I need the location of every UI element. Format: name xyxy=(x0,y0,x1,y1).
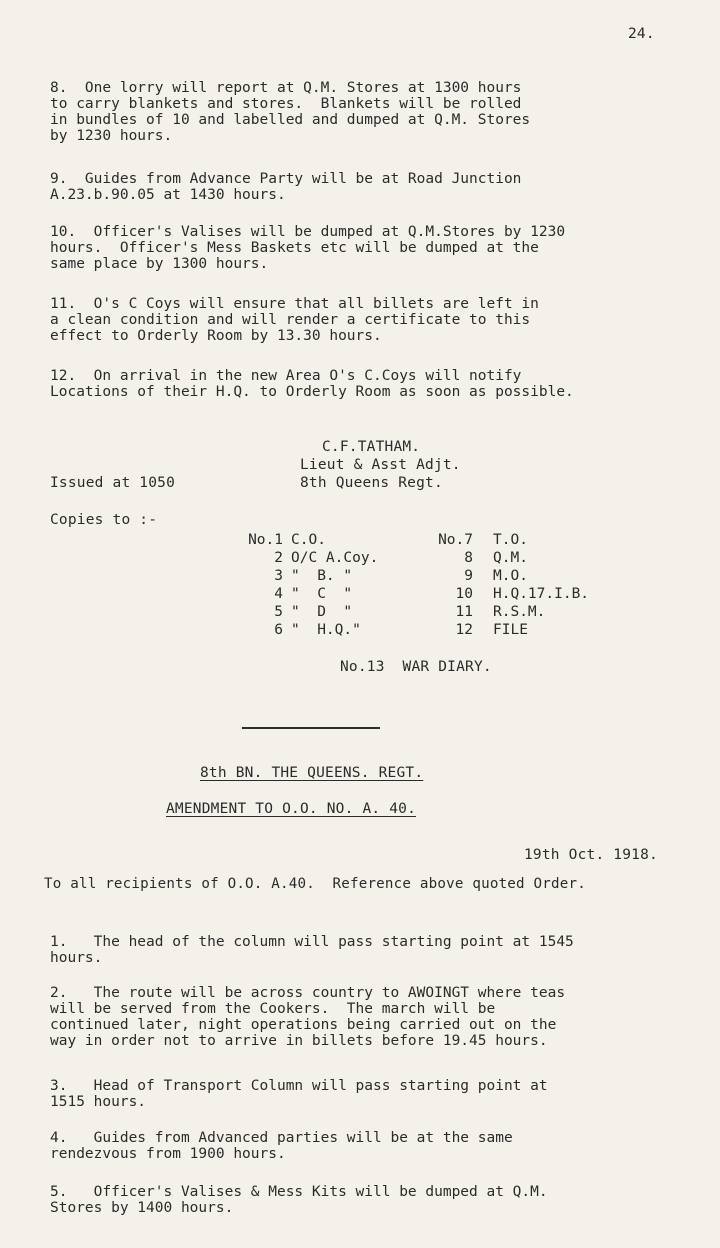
copy-13-war-diary: No.13 WAR DIARY. xyxy=(340,659,492,675)
unit-heading: 8th BN. THE QUEENS. REGT. xyxy=(200,765,424,781)
paragraph-12: 12. On arrival in the new Area O's C.Coys will notify Locations of their H.Q. to Orderly Room as soon as possible. xyxy=(50,368,574,400)
amendment-intro: To all recipients of O.O. A.40. Reference above quoted Order. xyxy=(44,876,586,892)
amendment-title: AMENDMENT TO O.O. NO. A. 40. xyxy=(166,801,417,817)
signature-rank: Lieut & Asst Adjt. xyxy=(300,457,461,473)
paragraph-8: 8. One lorry will report at Q.M. Stores at 1300 hours to carry blankets and stores. Blankets will be rolled in bundles of 10 and labelled and dumped at Q.M. Stores by 1230 hours. xyxy=(50,80,531,144)
signature-name: C.F.TATHAM. xyxy=(322,439,421,455)
amendment-paragraph-3: 3. Head of Transport Column will pass starting point at 1515 hours. xyxy=(50,1078,548,1110)
paragraph-10: 10. Officer's Valises will be dumped at Q.M.Stores by 1230 hours. Officer's Mess Baskets etc will be dumped at the same place by 1300 hours. xyxy=(50,224,566,272)
amendment-paragraph-2: 2. The route will be across country to AWOINGT where teas will be served from the Cookers. The march will be continued later, night operations being carried out on the way in order not to arrive in billets before 19.45 hours. xyxy=(50,985,566,1049)
document-page: 24. 8. One lorry will report at Q.M. Stores at 1300 hours to carry blankets and stores. Blankets will be rolled in bundles of 10 and labelled and dumped at Q.M. Stores by 1230 hours. 9. Guides from Advance Party will be at Road Junction A.23.b.90.05 at 1430 hours. 10. Officer's Valises will be dumped at Q.M.Stores by 1230 hours. Officer's Mess Baskets etc will be dumped at the same place by 1300 hours. 11. O's C Coys will ensure that all billets are left in a clean condition and will render a certificate to this effect to Orderly Room by 13.30 hours. 12. On arrival in the new Area O's C.Coys will notify Locations of their H.Q. to Orderly Room as soon as possible. C.F.TATHAM. Lieut & Asst Adjt. Issued at 1050 8th Queens Regt. Copies to :- No.1 C.O. No.7 T.O. 2 O/C A.Coy. 8 Q.M. 3 " B. " 9 M.O. 4 " C " 10 H.Q.17.I.B. 5 " D " 11 R.S.M. 6 " H.Q." 12 FILE No.13 WAR DIARY. 8th BN. THE QUEENS. REGT. AMENDMENT TO O.O. NO. A. 40. 19th Oct. 1918. To all recipients of O.O. A.40. Reference above quoted Order. 1. The head of the column will pass starting point at 1545 hours. 2. The route will be across country to AWOINGT where teas will be served from the Cookers. The march will be continued later, night operations being carried out on the way in order not to arrive in billets before 19.45 hours. 3. Head of Transport Column will pass starting point at 1515 hours. 4. Guides from Advanced parties will be at the same rendezvous from 1900 hours. 5. Officer's Valises & Mess Kits will be dumped at Q.M. Stores by 1400 hours. xyxy=(0,0,720,1248)
paragraph-9: 9. Guides from Advance Party will be at Road Junction A.23.b.90.05 at 1430 hours. xyxy=(50,171,522,203)
amendment-paragraph-5: 5. Officer's Valises & Mess Kits will be dumped at Q.M. Stores by 1400 hours. xyxy=(50,1184,548,1216)
signature-unit: 8th Queens Regt. xyxy=(300,475,443,491)
copies-to-label: Copies to :- xyxy=(50,512,158,528)
paragraph-11: 11. O's C Coys will ensure that all billets are left in a clean condition and will render a certificate to this effect to Orderly Room by 13.30 hours. xyxy=(50,296,539,344)
page-number: 24. xyxy=(628,26,655,42)
issued-at: Issued at 1050 xyxy=(50,475,176,491)
amendment-paragraph-4: 4. Guides from Advanced parties will be at the same rendezvous from 1900 hours. xyxy=(50,1130,513,1162)
divider xyxy=(242,727,380,729)
amendment-paragraph-1: 1. The head of the column will pass starting point at 1545 hours. xyxy=(50,934,574,966)
amendment-date: 19th Oct. 1918. xyxy=(524,847,658,863)
